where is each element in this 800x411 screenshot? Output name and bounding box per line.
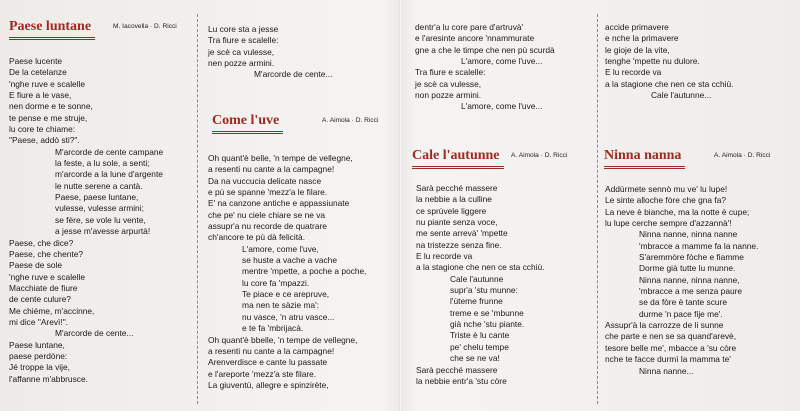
verse-line: lu lupe cerche sempre d'azzannà'! [605, 218, 732, 229]
book-spine [399, 0, 401, 411]
song-verses-continued [605, 22, 795, 101]
verse-line: Sarà pecché massere [416, 183, 498, 193]
verse-line: ch'ancore te pù dà felicità. [208, 232, 306, 243]
verse-line: a resenti nu cante a la campagne! [208, 164, 335, 175]
verse-line: M'arcorde de cente... [55, 328, 134, 339]
verse-line: Cale l'autunne [450, 273, 504, 284]
verse-line: 'nghe ruve e scalelle [9, 78, 86, 89]
verse-line: la nebbie a la culline [416, 194, 492, 205]
verse-line: na tristezze senza fine. [416, 239, 502, 250]
verse-line: a la stagione che nen ce sta cchiù. [416, 262, 545, 273]
verse-line: Ninna nanne, ninna nanne [639, 229, 738, 240]
verse-line: Tra fiure e scalelle: [415, 67, 486, 78]
verse-line: m'arcorde a la lune d'argente [55, 169, 163, 180]
verse-line: Assupr'à la carrozze de li sunne [605, 320, 724, 331]
verse-line: La neve è bianche, ma la notte è cupe; [605, 206, 750, 217]
verse-line: L'amore, come l'uve... [461, 101, 543, 112]
verse-line: La giuventù, allegre e spinzirète, [208, 379, 329, 390]
verse-line: treme e se 'mbunne [450, 307, 524, 318]
verse-line: Addùrmete sennò mu ve' lu lupe! [605, 184, 728, 194]
verse-line: ce sprùvele liggere [416, 205, 487, 216]
verse-line: che se ne va! [450, 353, 500, 364]
verse-line: 'mbracce a mamme fa la nanne. [639, 240, 759, 251]
song-title-ninna-nanna: Ninna nanna [604, 148, 682, 163]
verse-line: se huste a vache a vache [242, 255, 337, 266]
verse-line: Sarà pecché massere [416, 364, 498, 375]
verse-line: L'amore, come l'uve, [242, 243, 319, 254]
verse-line: te pense e me struje, [9, 112, 88, 123]
verse-line: Oh quant'è belle, 'n tempe de vellegne, [208, 153, 353, 163]
verse-line: Le sinte alloche fòre che gna fa? [605, 195, 727, 206]
verse-line: pe' chelu tempe [450, 341, 509, 352]
column-divider [197, 14, 198, 404]
verse-line: E' na canzone antiche e appassiunate [208, 198, 350, 209]
verse-line: E lu recorde va [605, 67, 662, 78]
verse-line: Lu core sta a jesse [208, 24, 279, 34]
verse-line: se da fòre è tante scure [639, 297, 727, 308]
verse-line: je scè ca vulesse, [208, 46, 275, 57]
verse-line: L'amore, come l'uve... [461, 56, 543, 67]
verse-line: la nebbie entr'a 'stu còre [416, 375, 507, 386]
verse-line: E fiure a le vase, [9, 90, 72, 101]
song-verses [416, 183, 596, 387]
song-verses [605, 184, 797, 377]
verse-line: lu core te chiame: [9, 124, 76, 135]
verse-line: je scè ca vulesse, [415, 78, 482, 89]
verse-line: de cente culure? [9, 294, 71, 305]
verse-line: Oh quant'è bbelle, 'n tempe de vellegne, [208, 334, 358, 345]
verse-line: tesore belle me', mbacce a 'su còre [605, 342, 737, 353]
verse-line: Dorme già tutte lu munne. [639, 263, 736, 274]
verse-line: Paese luntane, [9, 339, 65, 350]
verse-line: l'affanne m'abbrusce. [9, 373, 88, 384]
verse-line: Paese de sole [9, 260, 63, 271]
verse-line: "Paese, addò sti?". [9, 135, 80, 146]
song-verses [208, 153, 398, 391]
verse-line: Paese, che dice? [9, 237, 74, 248]
verse-line: De la cetelanze [9, 67, 67, 78]
verse-line: M'arcorde de cente... [254, 69, 333, 80]
verse-line: Tra fiure e scalelle: [208, 35, 279, 46]
verse-line: a jesse m'avesse arpurtà! [55, 226, 151, 237]
verse-line: se fère, se vole lu vente, [55, 214, 146, 225]
verse-line: già nche 'stu piante. [450, 319, 525, 330]
verse-line: Paese lucente [9, 56, 63, 66]
verse-line: che parte e nen se sa quand'arevè, [605, 331, 737, 342]
song-verses-continued [208, 24, 393, 81]
verse-line: tenghe 'mpette nu dulore. [605, 56, 700, 67]
verse-line: ma nen te sàzie ma': [242, 300, 320, 311]
song-verses-continued [415, 22, 595, 113]
verse-line: nen pozze armini. [208, 58, 275, 69]
verse-line: Cale l'autunne... [651, 90, 712, 101]
song-title-cale-lautunne: Cale l'autunne [412, 148, 500, 163]
verse-line: a resenti nu cante a la campagne! [208, 345, 335, 356]
song-author: A. Aimola · D. Ricci [322, 117, 379, 124]
verse-line: Ninna nanne, ninna nanne, [639, 274, 740, 285]
verse-line: gne a che le timpe che nen pù scurdà [415, 44, 555, 55]
verse-line: mi dice "Arevì!". [9, 316, 69, 327]
verse-line: e nche la primavere [605, 33, 679, 44]
verse-line: Da na vuccucia delicate nasce [208, 175, 322, 186]
verse-line: 'nghe ruve e scalelle [9, 271, 86, 282]
verse-line: E lu recorde va [416, 251, 473, 262]
verse-line: nu piante senza voce, [416, 217, 498, 228]
verse-line: e pù se spanne 'mezz'a le filare. [208, 187, 328, 198]
verse-line: le gioje de la vite, [605, 44, 670, 55]
column-divider [597, 14, 598, 404]
verse-line: Ninna nanne... [639, 365, 694, 376]
verse-line: e te fa 'mbrijacà. [242, 323, 304, 334]
song-author: A. Aimola · D. Ricci [511, 152, 568, 159]
verse-line: nu vasce, 'n atru vasce... [242, 311, 335, 322]
verse-line: durme 'n pace fije me'. [639, 308, 723, 319]
verse-line: la feste, a lu sole, a senti; [55, 158, 150, 169]
verse-line: Macchiate de fiure [9, 282, 78, 293]
song-author: M. Iacovella · D. Ricci [113, 23, 177, 30]
verse-line: Te piace e ce arepruve, [242, 289, 330, 300]
song-title-paese-luntane: Paese luntane [9, 19, 92, 34]
verse-line: S'aremmòre fòche e fiamme [639, 252, 744, 263]
verse-line: me sente arrevà' 'mpette [416, 228, 508, 239]
verse-line: l'ùteme frunne [450, 296, 503, 307]
verse-line: vulesse, vulesse armini; [55, 203, 144, 214]
song-author: A. Aimola · D. Ricci [714, 152, 771, 159]
verse-line: supr'a 'stu munne: [450, 285, 518, 296]
verse-line: e l'aresinte ancore 'nnammurate [415, 33, 535, 44]
verse-line: mentre 'mpette, a poche a poche, [242, 266, 367, 277]
verse-line: Arenverdisce e cante lu passate [208, 357, 328, 368]
verse-line: a la stagione che nen ce sta cchiù. [605, 78, 734, 89]
verse-line: accide primavere [605, 22, 669, 32]
verse-line: nche te facce durmì la mamma te' [605, 354, 731, 365]
verse-line: e l'areporte 'mezz'a ste filare. [208, 368, 317, 379]
verse-line: paese perdòne: [9, 350, 68, 361]
verse-line: 'mbracce a me senza paure [639, 286, 743, 297]
verse-line: lu core fa 'mpazzi. [242, 277, 310, 288]
verse-line: Triste è lu cante [450, 330, 510, 341]
verse-line: Me chiéme, m'accinne, [9, 305, 95, 316]
verse-line: assupr'a nu recorde de quatrare [208, 221, 327, 232]
verse-line: dentr'a lu core pare d'artruvà' [415, 22, 524, 32]
verse-line: Paese, paese luntane, [55, 192, 139, 203]
verse-line: le nutte serene a cantà. [55, 180, 143, 191]
song-title-come-luve: Come l'uve [212, 113, 280, 128]
verse-line: che pe' nu ciele chiare se ne va [208, 209, 326, 220]
verse-line: Paese, che chente? [9, 248, 84, 259]
song-verses [9, 56, 194, 385]
verse-line: non pozze armini. [415, 90, 482, 101]
verse-line: M'arcorde de cente campane [55, 146, 164, 157]
verse-line: Jé troppe la vije, [9, 362, 70, 373]
verse-line: nen dorme e te sonne, [9, 101, 93, 112]
